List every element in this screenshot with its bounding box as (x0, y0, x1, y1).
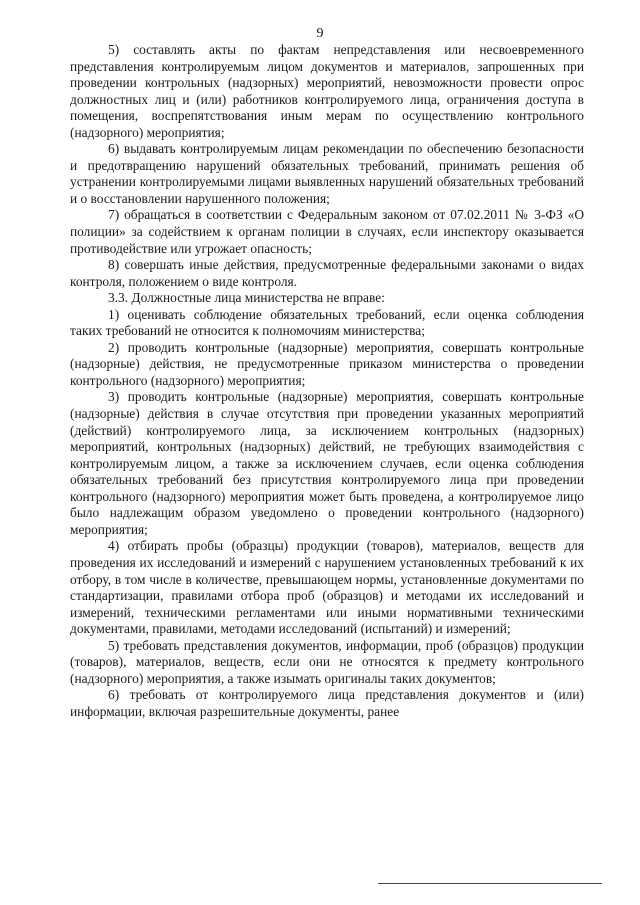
paragraph-8-other-actions: 8) совершать иные действия, предусмотренные федеральными законами о видах контроля, положением о виде контроля. (70, 257, 584, 289)
page-number: 9 (316, 26, 324, 41)
section-3-3-heading: 3.3. Должностные лица министерства не вправе: (108, 290, 385, 306)
paragraph-5-acts: 5) составлять акты по фактам непредставления или несвоевременного представления контролируемым лицом документов и материалов, запрошенных при проведении контрольных (надзорных) мероприятий, невозможности провести опрос должностных лиц и (или) работников контролируемого лица, ограничения доступа в помещения, воспрепятствования иным мерам по осуществлению контрольного (надзорного) мероприятия; (70, 42, 584, 140)
restriction-5: 5) требовать представления документов, информации, проб (образцов) продукции (товаров), материалов, веществ, если они не относятся к предмету контрольного (надзорного) мероприятия, а также изымать оригиналы таких документов; (70, 637, 584, 686)
restriction-4: 4) отбирать пробы (образцы) продукции (товаров), материалов, веществ для проведения их исследований и измерений с нарушением установленных требований к их отбору, в том числе в количестве, превышающем нормы, установленные документами по стандартизации, правилами отбора проб (образцов) и методами их исследований и измерений, техническими регламентами или иными нормативными техническими документами, правилами, методами исследований (испытаний) и измерений; (70, 538, 584, 637)
bottom-rule (378, 883, 602, 884)
restriction-2: 2) проводить контрольные (надзорные) мероприятия, совершать контрольные (надзорные) действия, не предусмотренные приказом министерства о проведении контрольного (надзорного) мероприятия; (70, 339, 584, 388)
restriction-1: 1) оценивать соблюдение обязательных требований, если оценка соблюдения таких требований не относится к полномочиям министерства; (70, 306, 584, 339)
paragraph-7-police: 7) обращаться в соответствии с Федеральным законом от 07.02.2011 № 3-ФЗ «О полиции» за содействием к органам полиции в случаях, если инспектору оказывается противодействие или угрожает опасность; (70, 207, 584, 256)
restriction-6: 6) требовать от контролируемого лица представления документов и (или) информации, включая разрешительные документы, ранее (70, 687, 584, 719)
document-body (70, 42, 584, 720)
restriction-3: 3) проводить контрольные (надзорные) мероприятия, совершать контрольные (надзорные) действия в случае отсутствия при проведении указанных мероприятий (действий) контролируемого лица, за исключением контрольных (надзорных) мероприятий, контрольных (надзорных) действий, не требующих взаимодействия с контролируемым лицом, а также за исключением случаев, если оценка соблюдения обязательных требований без присутствия контролируемого лица при проведении контрольного (надзорного) мероприятия может быть проведена, а контролируемое лицо было надлежащим образом уведомлено о проведении контрольного (надзорного) мероприятия; (70, 389, 584, 537)
paragraph-6-recommendations: 6) выдавать контролируемым лицам рекомендации по обеспечению безопасности и предотвращению нарушений обязательных требований, принимать решения об устранении контролируемыми лицами выявленных нарушений обязательных требований и о восстановлении нарушенного положения; (70, 141, 584, 206)
